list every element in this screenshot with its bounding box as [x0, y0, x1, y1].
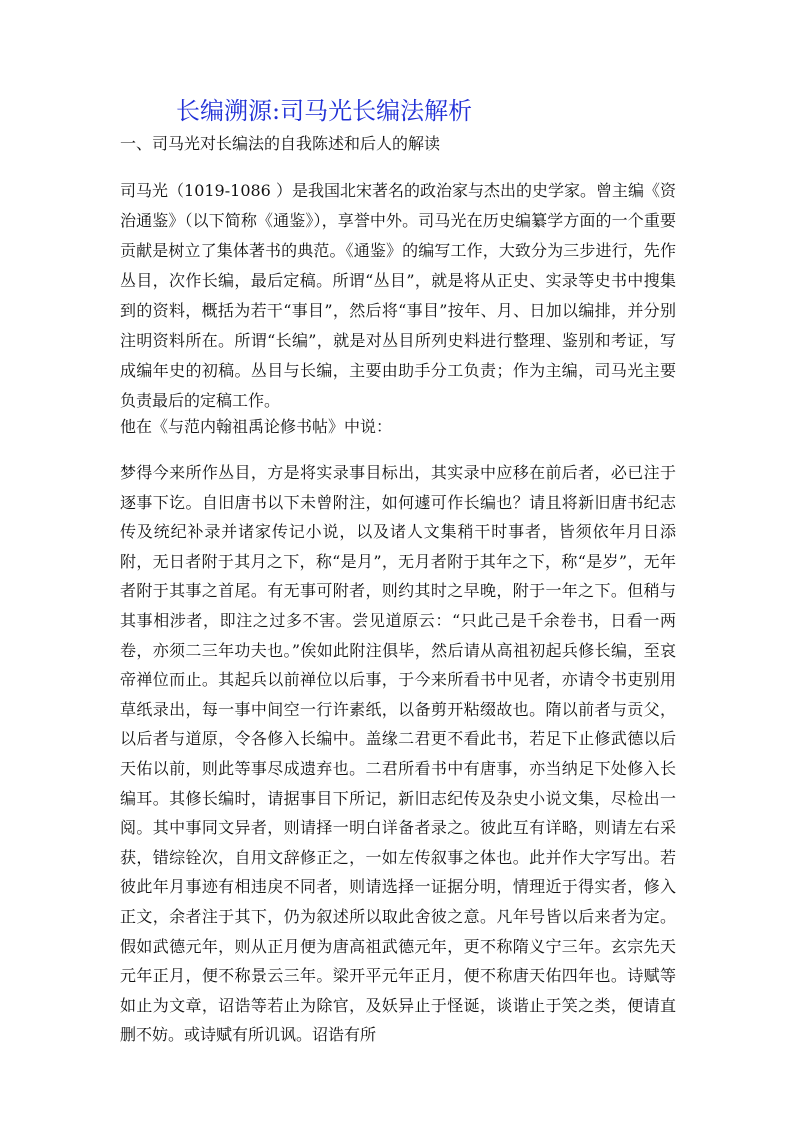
document-title: 长编溯源:司马光长编法解析 — [176, 97, 473, 125]
section-heading: 一、司马光对长编法的自我陈述和后人的解读 — [120, 134, 441, 153]
paragraph-quote-lead: 他在《与范内翰祖禹论修书帖》中说： — [120, 417, 393, 436]
paragraph-letter-quote: 梦得今来所作丛目，方是将实录事目标出，其实录中应移在前后者，必已注于逐事下讫。自旧唐书以下未曾附注，如何遽可作长编也？请且将新旧唐书纪志传及统纪补录并诸家传记小说，以及诸人文集稍干时事者，皆须依年月日添附，无日者附于其月之下，称“是月”，无月者附于其年之下，称“是岁”，无年者附于其事之首尾。有无事可附者，则约其时之早晚，附于一年之下。但稍与其事相涉者，即注之过多不害。尝见道原云：“只此己是千余卷书，日看一两卷，亦须二三年功夫也。”俟如此附注俱毕，然后请从高祖初起兵修长编，至哀帝禅位而止。其起兵以前禅位以后事，于今来所看书中见者，亦请令书吏别用草纸录出，每一事中间空一行许素纸，以备剪开粘缀故也。隋以前者与贡父，以后者与道原，令各修入长编中。盖缘二君更不看此书，若足下止修武德以后天佑以前，则此等事尽成遗弃也。二君所看书中有唐事，亦当纳足下处修入长编耳。其修长编时，请据事目下所记，新旧志纪传及杂史小说文集，尽检出一阅。其中事同文异者，则请择一明白详备者录之。彼此互有详略，则请左右采获，错综铨次，自用文辞修正之，一如左传叙事之体也。此并作大字写出。若彼此年月事迹有相违戾不同者，则请选择一证据分明，情理近于得实者，修入正文，余者注于其下，仍为叙述所以取此舍彼之意。凡年号皆以后来者为定。假如武德元年，则从正月便为唐高祖武德元年，更不称隋义宁三年。玄宗先天元年正月，便不称景云三年。梁开平元年正月，便不称唐天佑四年也。诗赋等如止为文章，诏诰等若止为除官，及妖异止于怪诞，谈谐止于笑之类，便请直删不妨。或诗赋有所讥讽。诏诰有所 — [120, 463, 676, 1045]
paragraph-intro: 司马光（1019-1086 ）是我国北宋著名的政治家与杰出的史学家。曾主编《资治通鉴》（以下简称《通鉴》），享誉中外。司马光在历史编纂学方面的一个重要贡献是树立了集体著书的典范。《通鉴》的编写工作，大致分为三步进行，先作丛目，次作长编，最后定稿。所谓“丛目”，就是将从正史、实录等史书中搜集到的资料，概括为若干“事目”，然后将“事目”按年、月、日加以编排，并分别注明资料所在。所谓“长编”，就是对丛目所列史料进行整理、鉴别和考证，写成编年史的初稿。丛目与长编，主要由助手分工负责；作为主编，司马光主要负责最后的定稿工作。 — [120, 181, 676, 410]
